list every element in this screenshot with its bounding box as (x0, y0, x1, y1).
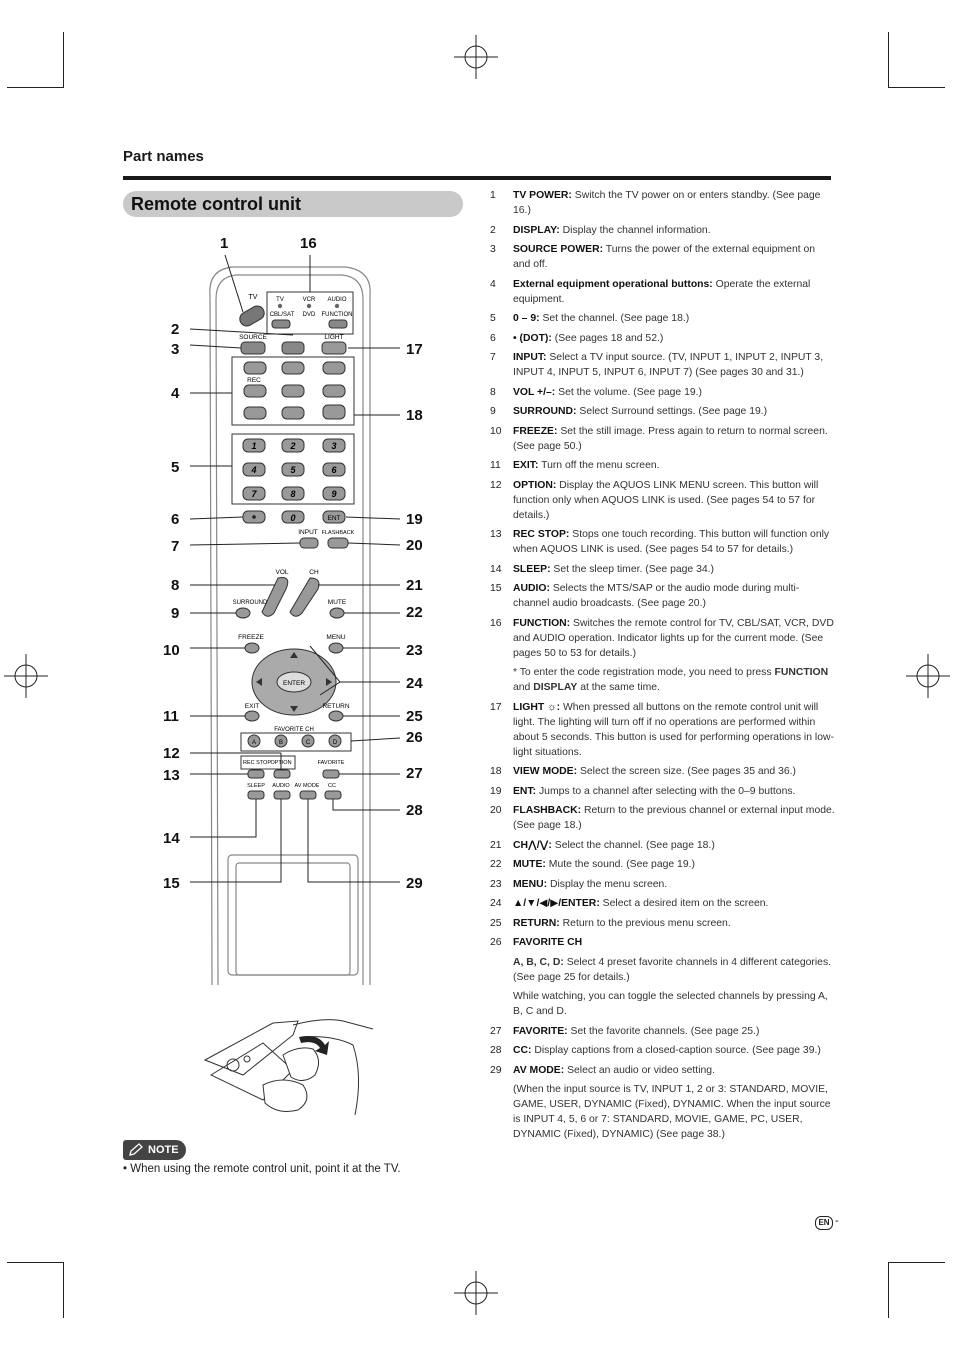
callout-19: 19 (406, 511, 423, 528)
function-mode-label: FUNCTION (321, 312, 353, 318)
item-description: Select Surround settings. (See page 19.) (579, 406, 768, 417)
list-item (490, 424, 835, 454)
vol-label: VOL (275, 569, 289, 576)
crop-mark (63, 1262, 64, 1318)
subnote-part: Select 4 preset favorite channels in 4 different categories. (See page 25 for details.) (513, 956, 832, 983)
tv-label: TV (248, 294, 258, 301)
callout-5: 5 (171, 459, 180, 476)
item-description: Select the screen size. (See pages 35 and 36.) (579, 766, 796, 777)
list-item (490, 527, 835, 557)
item-number: 18 (490, 766, 502, 777)
item-number: 11 (490, 460, 501, 471)
callout-14: 14 (163, 830, 180, 847)
favorite-button[interactable] (323, 770, 339, 778)
list-item (490, 223, 835, 238)
item-description: Return to the previous menu screen. (562, 917, 731, 929)
item-number: 19 (490, 785, 502, 797)
registration-mark-right (906, 654, 950, 698)
input-button[interactable] (300, 538, 318, 548)
item-subnote (513, 665, 835, 695)
callout-13: 13 (163, 767, 180, 784)
item-label: DISPLAY: (513, 224, 560, 236)
item-label: FAVORITE CH (513, 937, 583, 948)
item-label: MENU: (513, 878, 548, 890)
light-button[interactable] (322, 342, 346, 354)
list-item (490, 616, 835, 661)
subnote-part: (When the input source is TV, INPUT 1, 2 or 3: STANDARD, MOVIE, GAME, USER, DYNAMIC (Fixed), DYNAMIC. When the input source is INPUT 4, 5, 6 or 7: STANDARD, MOVIE, GAME, PC, USER, DYNAMIC (Fixed), DYNAMIC) (See page 38.) (513, 1084, 831, 1140)
list-item (490, 784, 835, 799)
item-text (513, 385, 835, 400)
list-item (490, 188, 835, 218)
item-text (513, 616, 835, 661)
note-badge-text: NOTE (148, 1144, 179, 1156)
enter-label: ENTER (282, 680, 306, 687)
battery-cover-illustration (203, 1015, 378, 1125)
item-text (513, 242, 835, 272)
light-label: LIGHT (324, 334, 344, 341)
subnote-part: A, B, C, D: (513, 956, 564, 968)
source-power-button[interactable] (241, 342, 265, 354)
item-description: Selects the MTS/SAP or the audio mode during multi-channel audio broadcasts. (See page 20.) (513, 583, 800, 609)
mute-label: MUTE (327, 599, 347, 606)
item-description: Select a desired item on the screen. (602, 898, 769, 909)
callout-20: 20 (406, 537, 423, 554)
freeze-label: FREEZE (238, 634, 264, 641)
item-label: SLEEP: (513, 563, 551, 575)
cc-button[interactable] (325, 791, 341, 799)
item-text (513, 277, 835, 307)
item-description: Set the sleep timer. (See page 34.) (553, 563, 714, 575)
item-label: OPTION: (513, 479, 557, 491)
return-label: RETURN (322, 703, 350, 710)
item-label: FAVORITE: (513, 1025, 568, 1037)
item-label: VOL +/–: (513, 386, 556, 398)
page-heading (123, 191, 463, 217)
item-description: Turns the power of the external equipment on and off. (513, 244, 816, 270)
return-button[interactable] (329, 711, 343, 721)
section-title: Part names (123, 148, 204, 165)
av-mode-button[interactable] (300, 791, 316, 799)
vcr-mode-label: VCR (302, 297, 316, 303)
display-button[interactable] (282, 342, 304, 354)
option-label: OPTION (270, 760, 292, 766)
tv-mode-label: TV (276, 297, 284, 303)
registration-mark-left (4, 654, 48, 698)
digit-2-label: 2 (290, 441, 296, 451)
registration-mark-top (454, 35, 498, 79)
item-label: • (DOT): (513, 332, 552, 344)
callout-9: 9 (171, 605, 180, 622)
item-description: Turn off the menu screen. (541, 460, 660, 471)
item-number: 23 (490, 878, 502, 890)
callout-27: 27 (406, 765, 423, 782)
item-text (513, 527, 835, 557)
digit-7-label: 7 (251, 489, 257, 499)
crop-mark (888, 1262, 889, 1318)
item-label: CH⋀/⋁: (513, 839, 552, 851)
list-item (490, 1024, 835, 1039)
item-description: Operate the external equipment. (513, 278, 811, 305)
item-number: 7 (490, 352, 496, 363)
item-text (513, 1063, 835, 1078)
item-number: 2 (490, 224, 496, 236)
list-item (490, 385, 835, 400)
item-description: Jumps to a channel after selecting with the 0–9 buttons. (538, 785, 796, 797)
item-label: TV POWER: (513, 190, 572, 201)
callout-6: 6 (171, 511, 180, 528)
flashback-button[interactable] (328, 538, 348, 548)
list-item (490, 935, 835, 950)
item-text (513, 916, 835, 931)
item-text (513, 188, 835, 218)
item-number: 13 (490, 529, 502, 540)
item-description: Select the channel. (See page 18.) (554, 839, 715, 851)
callout-8: 8 (171, 577, 180, 594)
item-text (513, 700, 835, 760)
item-label: REC STOP: (513, 529, 570, 540)
callout-24: 24 (406, 675, 423, 692)
item-text (513, 223, 835, 238)
callout-26: 26 (406, 729, 423, 746)
item-label: INPUT: (513, 352, 547, 363)
rec-label: REC (247, 377, 261, 384)
digit-8-label: 8 (290, 489, 296, 499)
item-label: External equipment operational buttons: (513, 278, 713, 290)
list-item (490, 700, 835, 760)
item-number: 8 (490, 386, 496, 398)
item-text (513, 1043, 835, 1058)
description-list (490, 188, 835, 1147)
item-number: 21 (490, 839, 502, 851)
item-description: Set the volume. (See page 19.) (558, 386, 702, 398)
item-number: 27 (490, 1025, 502, 1037)
menu-button[interactable] (329, 643, 343, 653)
digit-0-label: 0 (290, 513, 296, 523)
item-label: CC: (513, 1045, 532, 1056)
item-text (513, 350, 835, 380)
item-number: 14 (490, 563, 502, 575)
crop-mark (7, 1262, 63, 1263)
item-number: 29 (490, 1064, 502, 1076)
item-label: EXIT: (513, 460, 539, 471)
callout-22: 22 (406, 604, 423, 621)
audio-label: AUDIO (272, 783, 290, 789)
source-label: SOURCE (239, 334, 267, 341)
item-description: Mute the sound. (See page 19.) (548, 859, 695, 870)
surround-button[interactable] (236, 608, 250, 618)
item-label: AV MODE: (513, 1064, 565, 1076)
item-label: FUNCTION: (513, 617, 571, 629)
rec-stop-button[interactable] (248, 770, 264, 778)
item-number: 17 (490, 701, 502, 713)
callout-2: 2 (171, 321, 180, 338)
fav-a-label: A (251, 740, 257, 746)
ch-label: CH (309, 569, 319, 576)
item-text (513, 581, 835, 611)
callout-29: 29 (406, 875, 423, 892)
digit-9-label: 9 (331, 489, 337, 499)
item-label: AUDIO: (513, 583, 550, 594)
item-description: Set the favorite channels. (See page 25.) (570, 1025, 760, 1037)
item-label: MUTE: (513, 859, 546, 870)
item-text (513, 935, 835, 950)
item-text (513, 857, 835, 872)
item-description: Display the channel information. (562, 224, 711, 236)
item-label: FREEZE: (513, 425, 558, 437)
list-item (490, 1043, 835, 1058)
list-item (490, 478, 835, 523)
item-description: Select a TV input source. (TV, INPUT 1, INPUT 2, INPUT 3, INPUT 4, INPUT 5, INPUT 6, INPUT 7) (See pages 30 and 31.) (513, 352, 824, 378)
item-text (513, 404, 835, 419)
callout-18: 18 (406, 407, 423, 424)
item-label: 0 – 9: (513, 313, 540, 324)
item-number: 25 (490, 917, 502, 929)
item-subnote (513, 1082, 835, 1142)
item-text (513, 562, 835, 577)
list-item (490, 896, 835, 911)
list-item (490, 404, 835, 419)
callout-3: 3 (171, 341, 180, 358)
transport-buttons[interactable] (244, 362, 345, 419)
callout-28: 28 (406, 802, 423, 819)
page-number-dash: - (835, 1215, 839, 1227)
number-pad[interactable] (243, 439, 345, 500)
callout-12: 12 (163, 745, 180, 762)
favorite-ch-label: FAVORITE CH (274, 727, 314, 733)
exit-button[interactable] (245, 711, 259, 721)
subnote-part: and (513, 682, 534, 693)
item-text (513, 458, 835, 473)
digit-1-label: 1 (251, 441, 257, 451)
item-text (513, 311, 835, 326)
item-description: (See pages 18 and 52.) (554, 332, 664, 344)
item-label: RETURN: (513, 917, 560, 929)
list-item (490, 803, 835, 833)
item-text (513, 784, 835, 799)
callout-11: 11 (163, 708, 179, 725)
fav-b-label: B (278, 740, 284, 746)
item-description: Display the menu screen. (549, 878, 668, 890)
sleep-label: SLEEP (247, 783, 265, 789)
item-label: SURROUND: (513, 406, 577, 417)
sleep-button[interactable] (248, 791, 264, 799)
list-item (490, 764, 835, 779)
list-item (490, 350, 835, 380)
list-item (490, 311, 835, 326)
input-label: INPUT (298, 529, 318, 536)
language-badge: EN (815, 1216, 833, 1230)
item-text (513, 764, 835, 779)
item-label: FLASHBACK: (513, 805, 582, 816)
item-number: 1 (490, 190, 496, 201)
item-label: SOURCE POWER: (513, 244, 604, 255)
crop-mark (7, 87, 63, 88)
exit-label: EXIT (244, 703, 260, 710)
pencil-icon (128, 1143, 144, 1157)
crop-mark (889, 1262, 945, 1263)
subnote-part: FUNCTION (774, 667, 829, 678)
item-number: 9 (490, 406, 496, 417)
remote-control-illustration (150, 225, 450, 995)
registration-mark-bottom (454, 1271, 498, 1315)
freeze-button[interactable] (245, 643, 259, 653)
item-number: 22 (490, 859, 502, 870)
callout-16: 16 (300, 235, 317, 252)
page-heading-text: Remote control unit (131, 194, 301, 214)
digit-6-label: 6 (331, 465, 337, 475)
favorite-label: FAVORITE (317, 760, 345, 766)
item-number: 5 (490, 313, 496, 324)
item-number: 20 (490, 805, 502, 816)
digit-3-label: 3 (331, 441, 337, 451)
mute-button[interactable] (330, 608, 344, 618)
item-number: 4 (490, 278, 496, 290)
item-number: 24 (490, 898, 502, 909)
item-number: 28 (490, 1045, 502, 1056)
callout-7: 7 (171, 538, 180, 555)
cc-label: CC (328, 783, 336, 789)
list-item (490, 562, 835, 577)
item-description: When pressed all buttons on the remote control unit will light. The lighting will turn off if no operations are performed within about 5 seconds. This button is used for performing operations in low-light situations. (513, 701, 834, 758)
callout-25: 25 (406, 708, 423, 725)
subnote-part: DISPLAY (533, 682, 578, 693)
item-text (513, 877, 835, 892)
digit-5-label: 5 (290, 465, 296, 475)
list-item (490, 458, 835, 473)
crop-mark (889, 87, 945, 88)
item-text (513, 838, 835, 853)
list-item (490, 877, 835, 892)
subnote-part: at the same time. (577, 682, 660, 693)
list-item (490, 331, 835, 346)
item-description: Set the still image. Press again to return to normal screen. (See page 50.) (513, 425, 828, 452)
item-text (513, 331, 835, 346)
digit-4-label: 4 (251, 465, 257, 475)
item-label: ▲/▼/◀/▶/ENTER: (513, 898, 600, 909)
crop-mark (63, 32, 64, 88)
cbl-sat-mode-label: CBL/SAT (269, 312, 295, 318)
list-item (490, 857, 835, 872)
surround-label: SURROUND (232, 600, 268, 606)
note-badge (123, 1140, 186, 1160)
item-label: ENT: (513, 785, 537, 797)
ch-rocker[interactable] (290, 578, 319, 616)
audio-mode-label: AUDIO (327, 297, 347, 303)
vol-rocker[interactable] (262, 577, 288, 616)
list-item (490, 277, 835, 307)
item-number: 6 (490, 332, 496, 344)
fav-d-label: D (332, 740, 338, 746)
list-item (490, 581, 835, 611)
item-text (513, 803, 835, 833)
callout-23: 23 (406, 642, 423, 659)
item-number: 15 (490, 583, 502, 594)
item-label: VIEW MODE: (513, 766, 578, 777)
item-number: 3 (490, 244, 496, 255)
item-description: Display the AQUOS LINK MENU screen. This button will function only when AQUOS LINK is used. (See pages 54 to 57 for details.) (513, 479, 819, 521)
list-item (490, 242, 835, 272)
callout-17: 17 (406, 341, 423, 358)
callout-15: 15 (163, 875, 180, 892)
callout-1: 1 (220, 235, 229, 252)
fav-c-label: C (305, 740, 311, 746)
item-number: 26 (490, 937, 502, 948)
function-indicator-panel (267, 292, 353, 334)
item-text (513, 896, 835, 911)
menu-label: MENU (326, 634, 346, 641)
item-label: LIGHT ☼: (513, 701, 561, 713)
item-description: Switch the TV power on or enters standby. (See page 16.) (513, 190, 821, 216)
list-item (490, 838, 835, 853)
item-description: Switches the remote control for TV, CBL/SAT, VCR, DVD and AUDIO operation. Indicator lights up for the current mode. (See pages 50 to 53 for details.) (513, 617, 834, 659)
item-subnote (513, 955, 835, 985)
list-item (490, 916, 835, 931)
section-rule (123, 176, 831, 180)
note-text: • When using the remote control unit, point it at the TV. (123, 1163, 401, 1175)
dvd-mode-label: DVD (302, 312, 316, 318)
callout-21: 21 (406, 577, 423, 594)
rec-stop-label: REC STOP (242, 760, 272, 766)
item-number: 16 (490, 617, 502, 629)
crop-mark (888, 32, 889, 88)
item-text (513, 424, 835, 454)
callout-10: 10 (163, 642, 180, 659)
item-number: 10 (490, 425, 502, 437)
item-description: Select an audio or video setting. (567, 1064, 715, 1076)
item-description: Display captions from a closed-caption source. (See page 39.) (534, 1045, 821, 1056)
item-number: 12 (490, 479, 502, 491)
list-item (490, 1063, 835, 1078)
item-description: Set the channel. (See page 18.) (542, 313, 690, 324)
item-description: Stops one touch recording. This button will function only when AQUOS LINK is used. (See pages 54 to 57 for details.) (513, 529, 830, 555)
option-button[interactable] (274, 770, 290, 778)
audio-button[interactable] (274, 791, 290, 799)
item-subnote (513, 989, 835, 1019)
ent-label: ENT (327, 515, 341, 522)
av-mode-label: AV MODE (294, 783, 320, 789)
item-text (513, 1024, 835, 1039)
callout-4: 4 (171, 385, 180, 402)
item-text (513, 478, 835, 523)
flashback-label: FLASHBACK (321, 530, 355, 536)
subnote-part: * To enter the code registration mode, you need to press (513, 667, 775, 678)
subnote-part: While watching, you can toggle the selected channels by pressing A, B, C and D. (513, 991, 828, 1017)
item-description: Return to the previous channel or external input mode. (See page 18.) (513, 805, 835, 831)
